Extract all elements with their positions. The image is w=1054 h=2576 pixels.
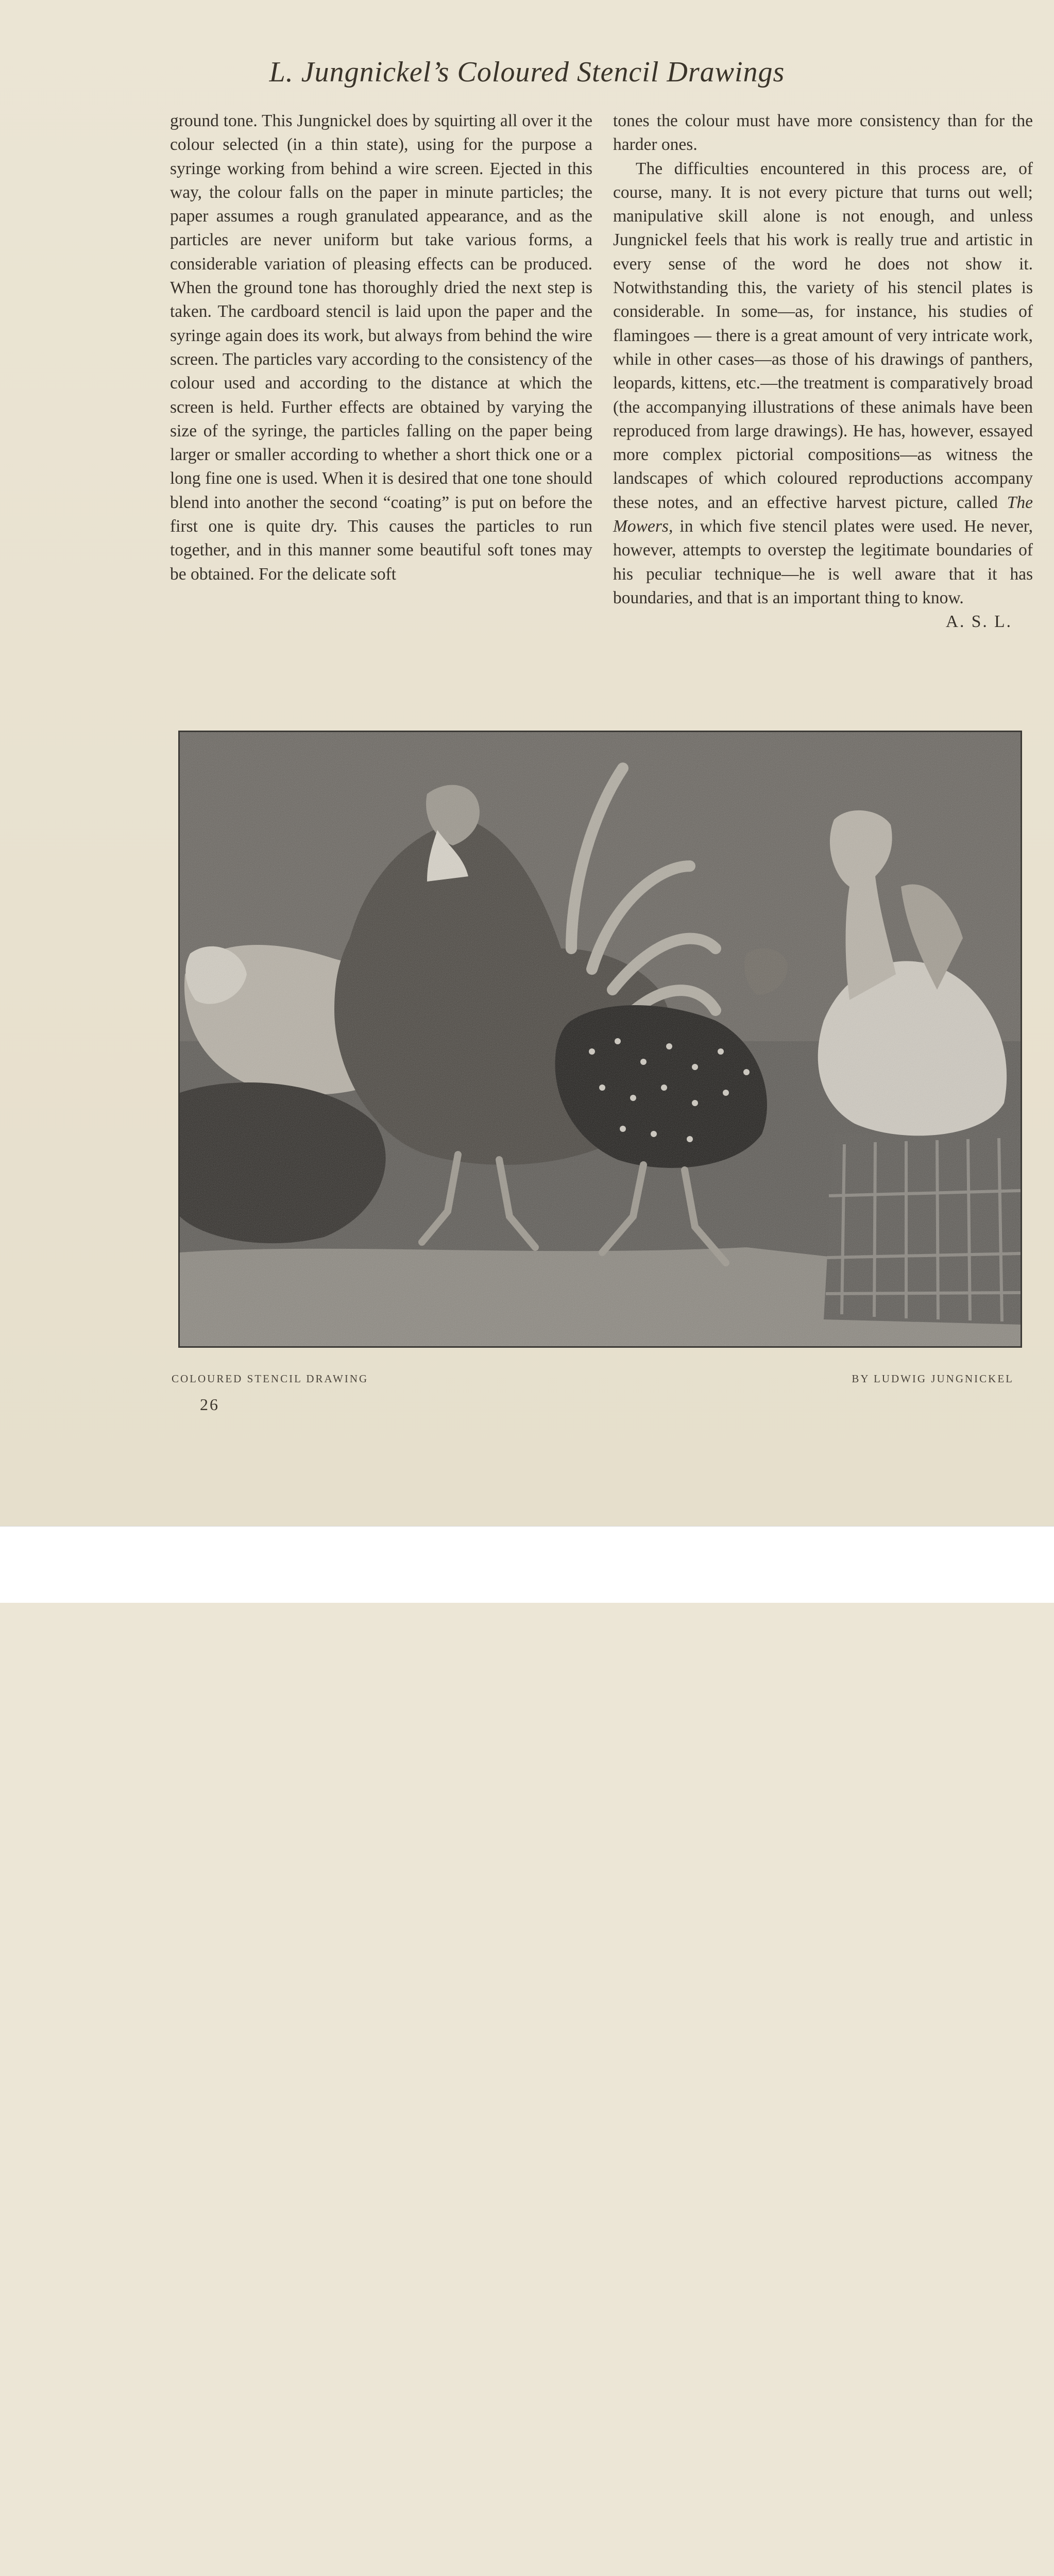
library-footer (0, 1526, 1054, 1603)
right-column-paragraph-1: tones the colour must have more consistency than for the harder ones. (613, 111, 1033, 155)
paragraph-text-continued: in which five stencil plates were used. He never, however, attempts to overstep the legitimate boundaries of his peculiar technique—he is well aware that it has boundaries, and that is an important thing to know. (613, 517, 1033, 607)
figure-caption-title: COLOURED STENCIL DRAWING (172, 1372, 369, 1385)
stencil-drawing-illustration (178, 731, 1022, 1348)
roosters-and-hens-image (180, 732, 1021, 1346)
figure-caption-artist: BY LUDWIG JUNGNICKEL (852, 1372, 1014, 1385)
left-column-paragraph: ground tone. This Jungnickel does by squirting all over it the colour selected (in a thin state), using for the purpose a syringe working from behind a wire screen. Ejected in this way, the colour falls on the paper in minute particles; the paper assumes a rough granulated appearance, and as the particles are never uniform but take various forms, a considerable variation of pleasing effects can be produced. When the ground tone has thoroughly dried the next step is taken. The cardboard stencil is laid upon the paper and the syringe again does its work, but always from behind the wire screen. The particles vary according to the consistency of the colour used and according to the distance at which the screen is held. Further effects are obtained by varying the size of the syringe, the particles falling on the paper being larger or smaller according to whether a short thick one or a long fine one is used. When it is desired that one tone should blend into another the second “coating” is put on before the first one is quite dry. This causes the particles to run together, and in this manner some beautiful soft tones may be obtained. For the delicate soft (170, 111, 592, 584)
page-number: 26 (200, 1395, 219, 1414)
right-text-column (613, 109, 1033, 634)
running-header: L. Jungnickel’s Coloured Stencil Drawings (269, 56, 785, 88)
paragraph-text: The difficulties encountered in this process are, of course, many. It is not every picture that turns out well; manipulative skill alone is not enough, and unless Jungnickel feels that his work is really true and artistic in every sense of the word he does not show it. Notwithstanding this, the variety of his stencil plates is considerable. In some—as, for instance, his studies of flamingoes — there is a great amount of very intricate work, while in other cases—as those of his drawings of panthers, leopards, kittens, etc.—the treatment is comparatively broad (the accompanying illustrations of these animals have been reproduced from large drawings). He has, however, essayed more complex pictorial compositions—as witness the landscapes of which coloured reproductions accompany these notes, and an effective harvest picture, called (613, 159, 1033, 512)
author-signature: A. S. L. (945, 612, 1012, 632)
artwork-title: The Mowers, (613, 493, 1033, 536)
left-text-column (170, 109, 592, 586)
right-column-paragraph-2 (613, 157, 1033, 632)
